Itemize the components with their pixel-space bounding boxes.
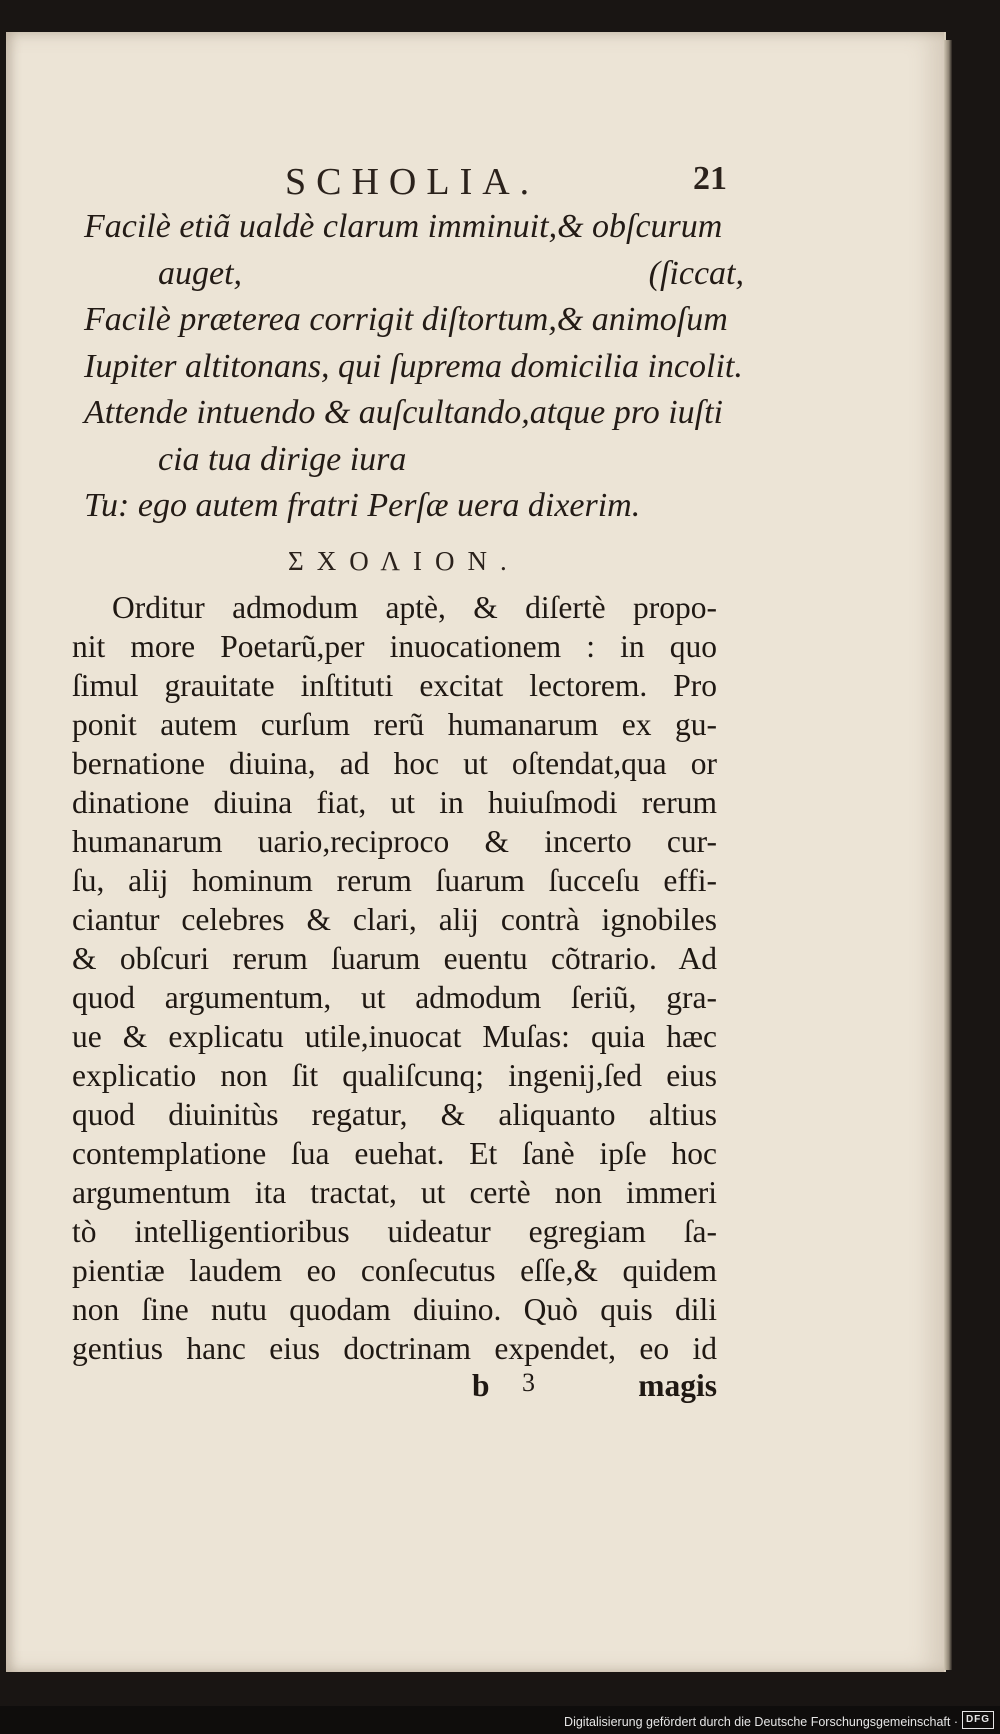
prose-line: contemplatione ſua euehat. Et ſanè ipſe hoc (72, 1136, 717, 1171)
verse-line: Tu: ego autem fratri Perſæ uera dixerim. (84, 487, 641, 524)
prose-line: ue & explicatu utile,inuocat Muſas: quia hæc (72, 1019, 717, 1054)
signature-number: 3 (522, 1368, 535, 1397)
section-heading: ΣΧΟΛΙΟΝ. (288, 546, 520, 576)
page-number: 21 (693, 160, 727, 197)
verse-line: Iupiter altitonans, qui ſuprema domicilia incolit. (84, 347, 743, 385)
prose-line: & obſcuri rerum ſuarum euentu cõtrario. Ad (72, 941, 717, 976)
prose-line: ſu, alij hominum rerum ſuarum ſucceſu effi- (72, 863, 717, 898)
dfg-logo: DFG (962, 1711, 994, 1729)
prose-line: humanarum uario,reciproco & incerto cur- (72, 824, 717, 859)
prose-line: argumentum ita tractat, ut certè non immeri (72, 1175, 717, 1210)
prose-line: bernatione diuina, ad hoc ut oſtendat,qua or (72, 746, 717, 781)
footer-credit: Digitalisierung gefördert durch die Deutsche Forschungsgemeinschaft · (564, 1715, 958, 1729)
commentary-text (72, 588, 717, 1368)
signature-mark: b (472, 1368, 490, 1403)
digitization-footer (0, 1706, 1000, 1734)
running-title: SCHOLIA. (285, 161, 540, 203)
verse-line: Attende intuendo & auſcultando,atque pro iuſti (84, 394, 723, 431)
prose-line: gentius hanc eius doctrinam expendet, eo id (72, 1331, 717, 1366)
prose-line: ſimul grauitate inſtituti excitat lectorem. Pro (72, 668, 717, 703)
verse-line-right: (ſiccat, (648, 254, 744, 292)
verse-line (84, 251, 744, 298)
verse-line: Facilè præterea corrigit diſtortum,& animoſum (84, 301, 728, 338)
catchword: magis (638, 1368, 717, 1403)
prose-line: pientiæ laudem eo conſecutus eſſe,& quidem (72, 1253, 717, 1288)
prose-line: non ſine nutu quodam diuino. Quò quis dili (72, 1292, 717, 1327)
prose-line: explicatio non ſit qualiſcunq; ingenij,ſed eius (72, 1058, 717, 1093)
running-head (80, 160, 740, 206)
prose-line: tò intelligentioribus uideatur egregiam ſa- (72, 1214, 717, 1249)
prose-line: dinatione diuina fiat, ut in huiuſmodi rerum (72, 785, 717, 820)
prose-line: nit more Poetarũ,per inuocationem : in quo (72, 629, 717, 664)
verse-line-left: auget, (158, 254, 243, 292)
page-edge-shadow (944, 40, 952, 1670)
prose-line: ciantur celebres & clari, alij contrà ignobiles (72, 902, 717, 937)
prose-line: quod diuinitùs regatur, & aliquanto altius (72, 1097, 717, 1132)
verse-translation (84, 204, 744, 530)
verse-line: Facilè etiã ualdè clarum imminuit,& obſcurum (84, 208, 723, 245)
verse-line: cia tua dirige iura (158, 440, 407, 478)
prose-line: ponit autem curſum rerũ humanarum ex gu- (72, 707, 717, 742)
prose-line: quod argumentum, ut admodum ſeriũ, gra- (72, 980, 717, 1015)
prose-line: Orditur admodum aptè, & diſertè propo- (112, 590, 717, 625)
catchline (72, 1368, 717, 1408)
